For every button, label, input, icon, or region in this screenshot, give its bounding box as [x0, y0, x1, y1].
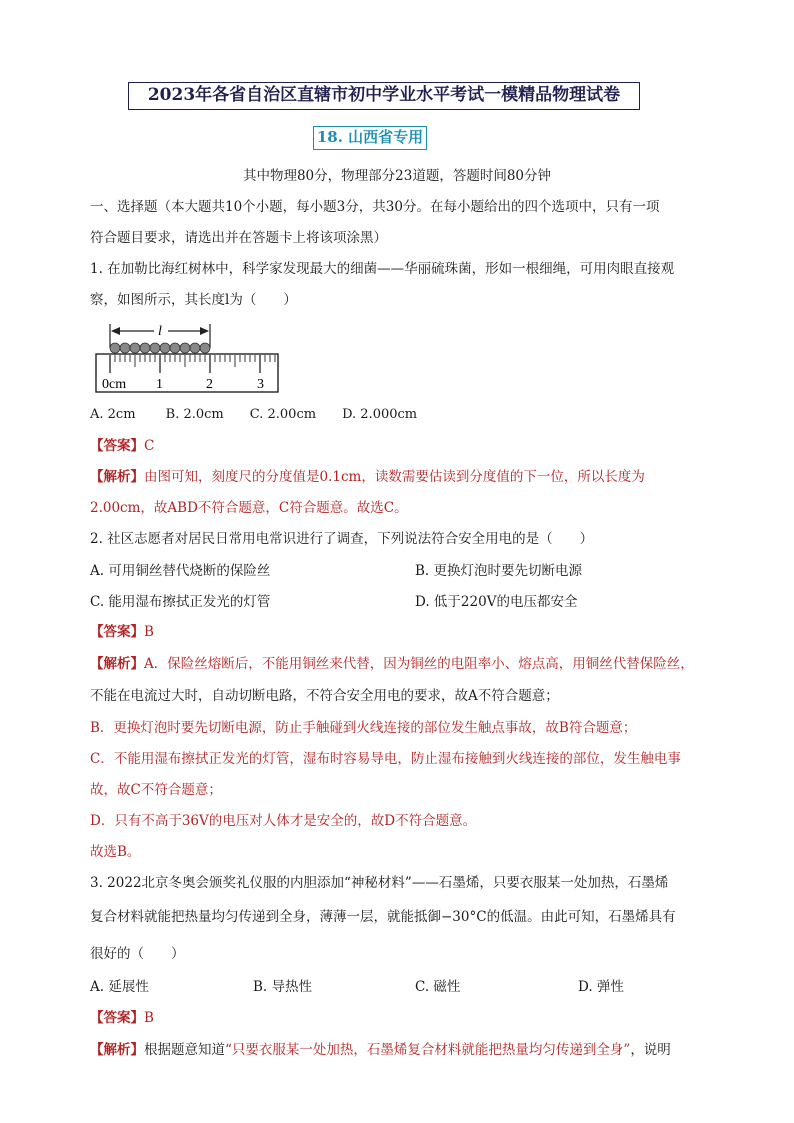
- tick-label-1: 1: [156, 377, 163, 392]
- q3-stem-line1: 3. 2022北京冬奥会颁奖礼仪服的内胆添加“神秘材料”——石墨烯，只要衣服某一处加热，石墨烯: [90, 875, 669, 891]
- length-label: l: [158, 324, 162, 339]
- q2-analysis-a1: [90, 654, 694, 674]
- q3-answer: [90, 1008, 154, 1028]
- arrowhead-right: [200, 327, 209, 335]
- ruler-diagram: [94, 322, 280, 394]
- section-heading-line1: 一、选择题（本大题共10个小题，每小题3分，共30分。在每小题给出的四个选项中，只有一项: [90, 199, 660, 215]
- q1-analysis-line1: [90, 467, 645, 487]
- q3-option-b: B. 导热性: [253, 979, 313, 995]
- analysis-text: 由图可知，刻度尺的分度值是0.1cm，读数需要估读到分度值的下一位，所以长度为: [144, 469, 645, 485]
- q3-option-d: D. 弹性: [578, 979, 624, 995]
- q1-analysis-line2: 2.00cm，故ABD不符合题意，C符合题意。故选C。: [90, 500, 408, 516]
- q2-analysis-d1: D．只有不高于36V的电压对人体才是安全的，故D不符合题意。: [90, 813, 477, 829]
- q2-option-d: D. 低于220V的电压都安全: [415, 594, 578, 610]
- tick-label-0: 0cm: [102, 377, 127, 392]
- tick-label-3: 3: [257, 377, 264, 392]
- answer-tag: 【答案】: [90, 624, 144, 640]
- q2-answer: [90, 622, 154, 642]
- q2-stem: 2. 社区志愿者对居民日常用电常识进行了调查，下列说法符合安全用电的是（ ）: [90, 531, 594, 547]
- page-title: 2023年各省自治区直辖市初中学业水平考试一模精品物理试卷: [128, 82, 640, 110]
- analysis-quote: “只要衣服某一处加热，石墨烯复合材料就能把热量均匀传递到全身”: [225, 1042, 631, 1058]
- tick-label-2: 2: [206, 377, 213, 392]
- ruler-figure: [94, 322, 280, 394]
- q1-stem-line1: 1. 在加勒比海红树林中，科学家发现最大的细菌——华丽硫珠菌，形如一根细绳，可用肉眼直接观: [90, 261, 675, 277]
- answer-value: B: [144, 624, 154, 640]
- analysis-text-end: ，说明: [630, 1042, 671, 1058]
- q2-analysis-b1: B．更换灯泡时要先切断电源，防止手触碰到火线连接的部位发生触点事故，故B符合题意；: [90, 720, 637, 736]
- q1-options: A. 2cm B. 2.0cm C. 2.00cm D. 2.000cm: [90, 407, 418, 422]
- q2-option-a: A. 可用铜丝替代烧断的保险丝: [90, 563, 271, 579]
- analysis-text: 根据题意知道: [144, 1042, 225, 1058]
- analysis-text: A．保险丝熔断后，不能用铜丝来代替，因为铜丝的电阻率小、熔点高，用铜丝代替保险丝，: [144, 656, 694, 672]
- q2-option-c: C. 能用湿布擦拭正发光的灯管: [90, 594, 271, 610]
- q2-analysis-c1: C．不能用湿布擦拭正发光的灯管，湿布时容易导电，防止湿布接触到火线连接的部位，发生触电事: [90, 751, 681, 767]
- q3-stem-line3: 很好的（ ）: [90, 946, 185, 962]
- bacterium-chain: [110, 343, 210, 353]
- q2-analysis-c2: 故，故C不符合题意；: [90, 782, 222, 798]
- answer-tag: 【答案】: [90, 1010, 144, 1026]
- q1-stem-line2: 察，如图所示，其长度l为（ ）: [90, 292, 297, 308]
- q3-option-c: C. 磁性: [415, 979, 461, 995]
- exam-intro: 其中物理80分，物理部分23道题，答题时间80分钟: [242, 168, 552, 184]
- answer-value: C: [144, 438, 155, 454]
- analysis-tag: 【解析】: [90, 469, 144, 485]
- arrowhead-left: [111, 327, 120, 335]
- q2-conclusion: 故选B。: [90, 844, 141, 860]
- q1-answer: [90, 436, 154, 456]
- section-heading-line2: 符合题目要求，请选出并在答题卡上将该项涂黑）: [90, 230, 387, 246]
- q3-analysis: [90, 1040, 671, 1060]
- q2-analysis-a2: 不能在电流过大时，自动切断电路，不符合安全用电的要求，故A不符合题意；: [90, 688, 559, 704]
- analysis-tag: 【解析】: [90, 1042, 144, 1058]
- q2-option-b: B. 更换灯泡时要先切断电源: [415, 563, 583, 579]
- q3-option-a: A. 延展性: [90, 979, 149, 995]
- answer-tag: 【答案】: [90, 438, 144, 454]
- answer-value: B: [144, 1010, 154, 1026]
- q3-stem-line2: 复合材料就能把热量均匀传递到全身，薄薄一层，就能抵御−30°C的低温。由此可知，石墨烯具有: [90, 909, 676, 925]
- province-subtitle: 18. 山西省专用: [313, 126, 427, 150]
- analysis-tag: 【解析】: [90, 656, 144, 672]
